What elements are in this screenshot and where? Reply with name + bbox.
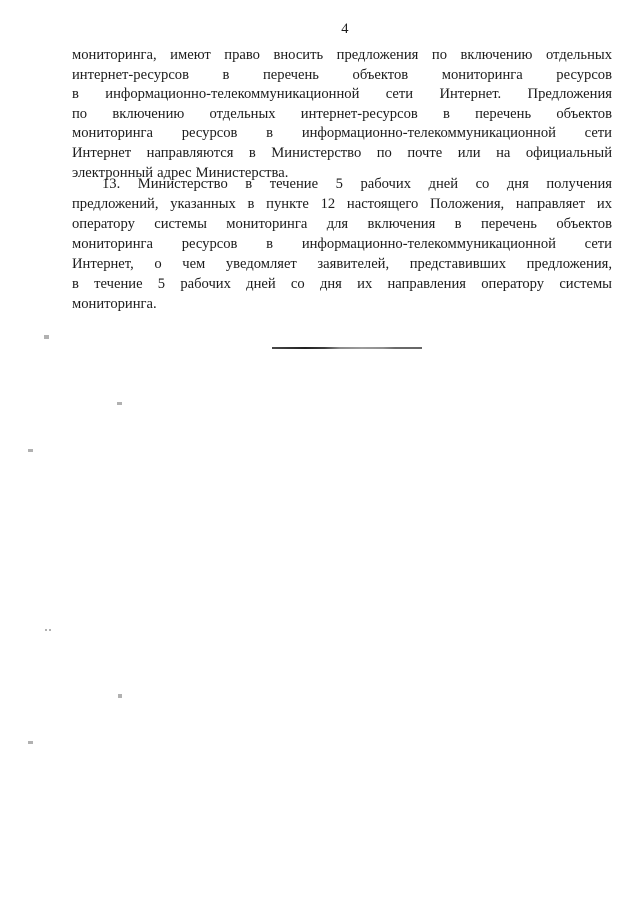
text-line: Интернет направляются в Министерство по почте или на официальный xyxy=(72,144,612,161)
scan-artifact xyxy=(49,629,51,631)
text-line: интернет-ресурсов в перечень объектов мониторинга ресурсов xyxy=(72,66,612,83)
separator-line xyxy=(272,347,422,349)
text-line: мониторинга, имеют право вносить предложения по включению отдельных xyxy=(72,47,612,63)
text-line: мониторинга ресурсов в информационно-телекоммуникационной сети xyxy=(72,236,612,252)
text-line: в информационно-телекоммуникационной сети Интернет. Предложения xyxy=(72,86,612,103)
page-number: 4 xyxy=(341,21,349,37)
scan-artifact xyxy=(45,629,47,631)
scan-artifact xyxy=(44,335,49,339)
text-line: Интернет, о чем уведомляет заявителей, представивших предложения, xyxy=(72,256,612,272)
scan-artifact xyxy=(118,694,122,698)
scan-artifact xyxy=(117,402,122,405)
paragraph-continuation xyxy=(72,46,612,183)
text-line: электронный адрес Министерства. xyxy=(72,164,289,181)
scan-artifact xyxy=(28,741,33,744)
text-line: предложений, указанных в пункте 12 настоящего Положения, направляет их xyxy=(72,196,612,212)
scan-artifact xyxy=(28,449,33,452)
text-line: в течение 5 рабочих дней со дня их направления оператору системы xyxy=(72,276,612,292)
text-line: 13. Министерство в течение 5 рабочих дней со дня получения xyxy=(102,176,612,192)
paragraph-13 xyxy=(72,174,612,314)
text-line: по включению отдельных интернет-ресурсов в перечень объектов xyxy=(72,105,612,122)
text-line: оператору системы мониторинга для включения в перечень объектов xyxy=(72,216,612,232)
text-line: мониторинга ресурсов в информационно-телекоммуникационной сети xyxy=(72,125,612,142)
text-line: мониторинга. xyxy=(72,296,157,312)
